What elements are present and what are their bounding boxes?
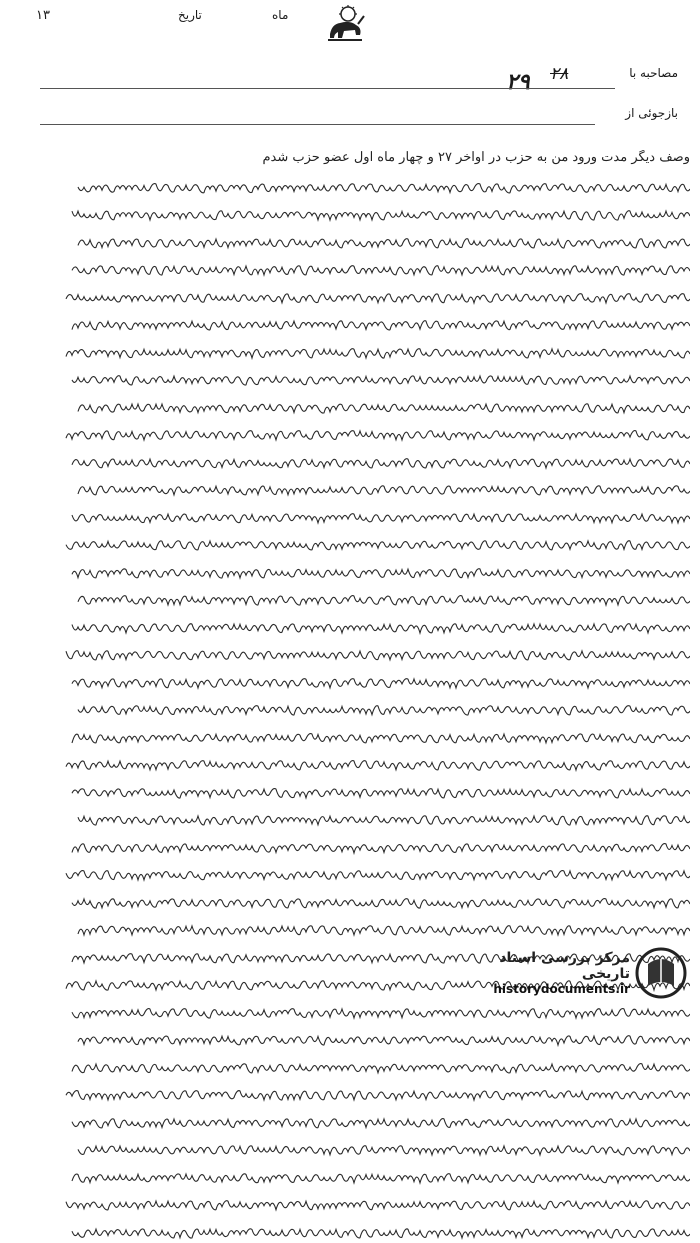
handwriting-scribble [69,455,690,471]
handwritten-line [40,178,690,198]
handwriting-scribble [76,400,690,416]
page-number-crossed: ۲۸ [550,64,569,84]
handwritten-line [40,480,690,500]
handwritten-line [40,673,690,693]
handwriting-scribble [63,427,690,443]
handwritten-line [40,755,690,775]
interrogation-underline [40,124,595,125]
handwriting-scribble [69,1005,690,1021]
handwriting-scribble [76,1142,690,1158]
handwritten-line [40,1168,690,1188]
month-label: ماه [272,8,289,22]
handwritten-line [40,1113,690,1133]
handwritten-line [40,1140,690,1160]
handwriting-scribble [69,207,690,223]
handwriting-scribble [69,730,690,746]
handwriting-scribble [76,702,690,718]
handwritten-line [40,728,690,748]
date-label: تاریخ [178,8,202,22]
handwritten-line [40,1195,690,1215]
handwriting-scribble [76,482,690,498]
handwritten-line [40,920,690,940]
handwriting-scribble [69,620,690,636]
handwritten-line [40,260,690,280]
handwritten-line [40,205,690,225]
handwriting-scribble [69,510,690,526]
form-number: ١٣ [36,8,50,23]
handwriting-scribble [69,1115,690,1131]
interview-with-label: مصاحبه با [629,66,678,80]
handwritten-line [40,343,690,363]
handwriting-scribble [76,180,690,196]
handwriting-scribble [76,812,690,828]
handwritten-line [40,425,690,445]
handwritten-text [40,150,690,950]
handwritten-line [40,700,690,720]
handwriting-scribble [76,922,690,938]
interview-underline [40,88,615,89]
handwriting-scribble [69,1225,690,1241]
handwriting-scribble [76,1032,690,1048]
handwriting-scribble [69,675,690,691]
archive-watermark [450,950,630,996]
handwriting-scribble [63,1197,690,1213]
handwriting-scribble [63,537,690,553]
handwritten-line [40,563,690,583]
archive-logo-icon [634,946,688,1000]
watermark-url: historydocuments.ir [493,982,630,996]
handwriting-scribble [63,1087,690,1103]
handwritten-line [40,508,690,528]
handwritten-line [40,315,690,335]
handwritten-line [40,1085,690,1105]
handwritten-line [40,288,690,308]
handwritten-line [40,1058,690,1078]
handwritten-line [40,233,690,253]
handwriting-scribble [63,647,690,663]
handwritten-line [40,398,690,418]
handwritten-line [40,783,690,803]
handwriting-scribble [69,1060,690,1076]
lion-and-sun-emblem-icon [322,4,368,44]
handwritten-line [40,865,690,885]
interrogation-of-label: بازجوئی از [625,106,678,120]
handwritten-line [40,810,690,830]
handwriting-scribble [63,345,690,361]
handwritten-line: وصف دیگر مدت ورود من به حزب در اواخر ۲۷ و چهار ماه اول عضو حزب شدم [262,150,690,165]
handwritten-line [40,838,690,858]
handwriting-scribble [63,290,690,306]
handwritten-line [40,453,690,473]
handwritten-line [40,1003,690,1023]
handwritten-line [40,590,690,610]
handwriting-scribble [69,317,690,333]
handwriting-scribble [69,785,690,801]
handwritten-line [40,535,690,555]
handwriting-scribble [76,235,690,251]
handwritten-line [40,893,690,913]
handwriting-scribble [69,1170,690,1186]
handwritten-line [40,618,690,638]
watermark-name: مرکز بررسی اسناد تاریخی [499,950,630,982]
page-number: ۲۹ [506,70,530,95]
handwriting-scribble [69,372,690,388]
handwriting-scribble [63,867,690,883]
handwriting-scribble [76,592,690,608]
handwritten-line [40,1030,690,1050]
handwritten-line [40,645,690,665]
handwriting-scribble [69,840,690,856]
handwriting-scribble [69,895,690,911]
handwriting-scribble [63,757,690,773]
handwriting-scribble [69,565,690,581]
handwritten-line [40,370,690,390]
handwriting-scribble [69,262,690,278]
handwritten-line [40,1223,690,1243]
